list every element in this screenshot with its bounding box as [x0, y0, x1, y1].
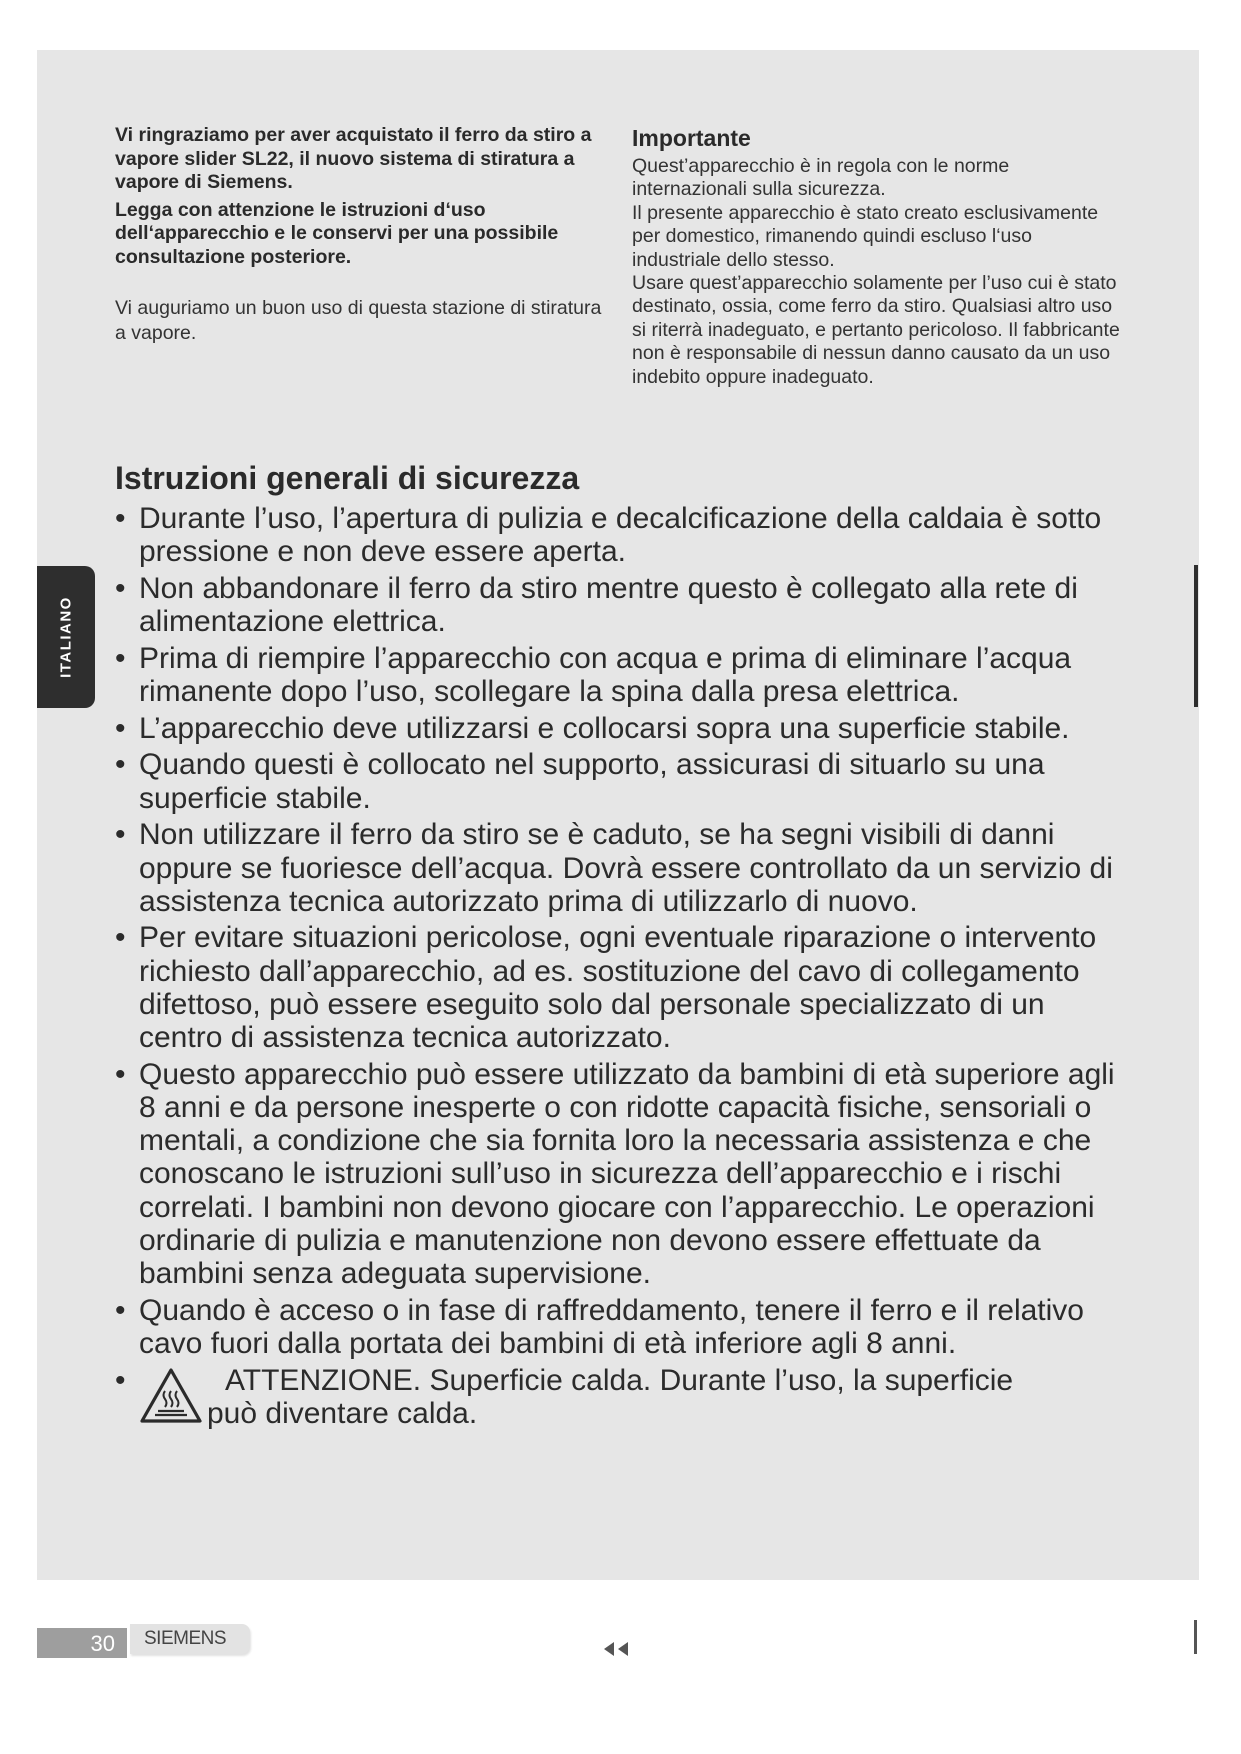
- important-paragraph: Il presente apparecchio è stato creato esclusivamente per domestico, rimanendo quindi escluso l‘uso industriale dello stesso.: [632, 201, 1099, 271]
- warning-item: [115, 1364, 1135, 1430]
- list-item: • Non abbandonare il ferro da stiro mentre questo è collegato alla rete di alimentazione elettrica.: [115, 572, 1135, 638]
- language-tab-label: ITALIANO: [57, 596, 75, 678]
- safety-list: [115, 502, 1135, 1430]
- list-item: • Per evitare situazioni pericolose, ogni eventuale riparazione o intervento richiesto dall’apparecchio, ad es. sostituzione del cavo di collegamento difettoso, può essere eseguito solo dal personale specializzato di un centro di assistenza tecnica autorizzato.: [115, 921, 1135, 1054]
- footer-edge-marker: [1194, 1620, 1197, 1654]
- intro-column: [115, 124, 605, 346]
- brand-name: SIEMENS: [144, 1628, 227, 1649]
- warning-line: può diventare calda.: [207, 1396, 478, 1430]
- hot-surface-warning-icon: [139, 1366, 203, 1426]
- list-item: • Questo apparecchio può essere utilizzato da bambini di età superiore agli 8 anni e da persone inesperte o con ridotte capacità fisiche, sensoriali o mentali, a condizione che sia fornita loro la necessaria assistenza e che conoscano le istruzioni sull’uso in sicurezza dell’apparecchio e i rischi correlati. I bambini non devono giocare con l’apparecchio. Le operazioni ordinarie di pulizia e manutenzione non devono essere effettuate da bambini senza adeguata supervisione.: [115, 1058, 1135, 1290]
- important-heading: Importante: [632, 125, 751, 151]
- important-paragraph: Usare quest’apparecchio solamente per l’uso cui è stato destinato, ossia, come ferro da stiro. Qualsiasi altro uso si riterrà inadeguato, e pertanto pericoloso. Il fabbricante non è responsabile di nessun danno causato da un uso indebito oppure inadeguato.: [632, 272, 1120, 388]
- list-item: • Quando questi è collocato nel supporto, assicurasi di situarlo su una superficie stabile.: [115, 748, 1135, 814]
- list-item: • L’apparecchio deve utilizzarsi e collocarsi sopra una superficie stabile.: [115, 712, 1135, 745]
- list-item: • Durante l’uso, l’apertura di pulizia e decalcificazione della caldaia è sotto pressione e non deve essere aperta.: [115, 502, 1135, 568]
- right-edge-marker: [1194, 565, 1198, 707]
- intro-wish: Vi auguriamo un buon uso di questa stazione di stiratura a vapore.: [115, 297, 602, 344]
- page-number: 30: [90, 1631, 115, 1656]
- intro-thanks: Vi ringraziamo per aver acquistato il ferro da stiro a vapore slider SL22, il nuovo sistema di stiratura a vapore di Siemens.: [115, 124, 592, 193]
- list-item: • Quando è acceso o in fase di raffreddamento, tenere il ferro e il relativo cavo fuori dalla portata dei bambini di età inferiore agli 8 anni.: [115, 1294, 1135, 1360]
- previous-page-icon[interactable]: [600, 1640, 632, 1658]
- brand-label: [130, 1624, 250, 1654]
- important-paragraph: Quest’apparecchio è in regola con le norme internazionali sulla sicurezza.: [632, 155, 1010, 201]
- warning-line: • ATTENZIONE. Superficie calda. Durante l’uso, la superficie: [225, 1363, 1014, 1397]
- list-item: • Prima di riempire l’apparecchio con acqua e prima di eliminare l’acqua rimanente dopo l’uso, scollegare la spina dalla presa elettrica.: [115, 642, 1135, 708]
- warning-row: [139, 1364, 1135, 1430]
- language-tab: [37, 566, 95, 708]
- intro-read-instructions: Legga con attenzione le istruzioni d‘uso dell‘apparecchio e le conservi per una possibile consultazione posteriore.: [115, 198, 559, 268]
- safety-heading: Istruzioni generali di sicurezza: [115, 460, 580, 496]
- list-item: • Non utilizzare il ferro da stiro se è caduto, se ha segni visibili di danni oppure se fuoriesce dell’acqua. Dovrà essere controllato da un servizio di assistenza tecnica autorizzato prima di utilizzarlo di nuovo.: [115, 818, 1135, 918]
- safety-section: [115, 458, 1135, 1433]
- important-column: [632, 124, 1122, 389]
- warning-text: [207, 1364, 1013, 1430]
